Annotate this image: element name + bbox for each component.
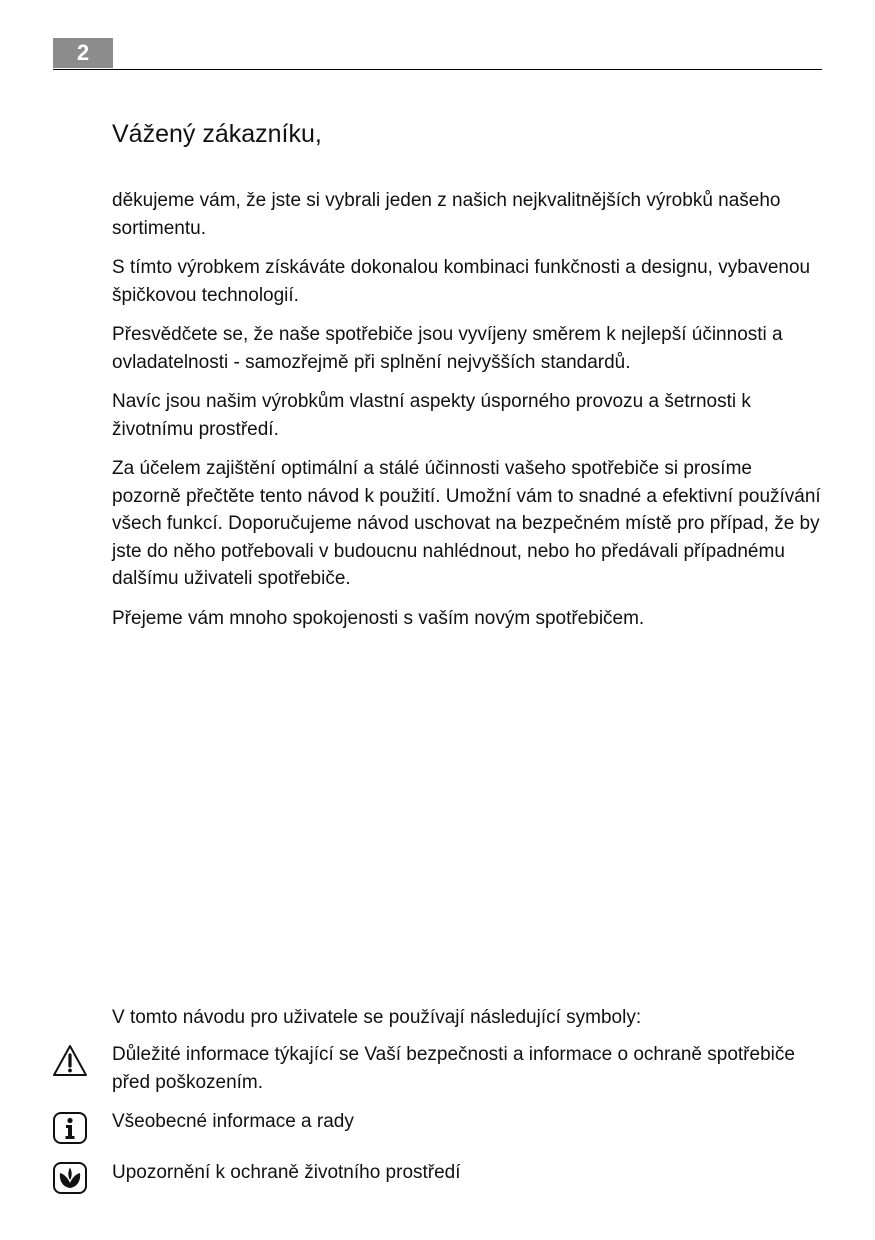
symbol-text-environment: Upozornění k ochraně životního prostředí — [112, 1162, 461, 1183]
intro-paragraph: Přejeme vám mnoho spokojenosti s vaším novým spotřebičem. — [112, 607, 645, 629]
symbol-text-warning: Důležité informace týkající se Vaší bezpečnosti a informace o ochraně spotřebiče před poškozením. — [112, 1044, 795, 1093]
intro-paragraph: S tímto výrobkem získáváte dokonalou kombinaci funkčnosti a designu, vybavenou špičkovou technologií. — [112, 257, 811, 306]
header-rule — [53, 69, 822, 70]
warning-triangle-icon — [52, 1044, 88, 1078]
symbols-heading: V tomto návodu pro uživatele se používají následující symboly: — [112, 1007, 642, 1028]
intro-paragraph: děkujeme vám, že jste si vybrali jeden z našich nejkvalitnějších výrobků našeho sortimentu. — [112, 190, 781, 239]
symbol-text-info: Všeobecné informace a rady — [112, 1111, 354, 1132]
intro-paragraph: Za účelem zajištění optimální a stálé účinnosti vašeho spotřebiče si prosíme pozorně přečtěte tento návod k použití. Umožní vám to snadné a efektivní používání všech funkcí. Doporučujeme návod uschovat na bezpečném místě pro případ, že by jste do něho potřebovali v budoucnu nahlédnout, nebo ho předávali případnému dalšímu uživateli spotřebiče. — [112, 458, 821, 589]
environment-icon — [52, 1161, 88, 1195]
page-number: 2 — [53, 38, 113, 68]
intro-paragraph: Navíc jsou našim výrobkům vlastní aspekty úsporného provozu a šetrnosti k životnímu prostředí. — [112, 391, 751, 440]
info-icon — [52, 1111, 88, 1145]
intro-text — [112, 187, 824, 644]
intro-paragraph: Přesvědčete se, že naše spotřebiče jsou vyvíjeny směrem k nejlepší účinnosti a ovladatelnosti - samozřejmě při splnění nejvyšších standardů. — [112, 324, 783, 373]
greeting-heading: Vážený zákazníku, — [112, 120, 322, 148]
